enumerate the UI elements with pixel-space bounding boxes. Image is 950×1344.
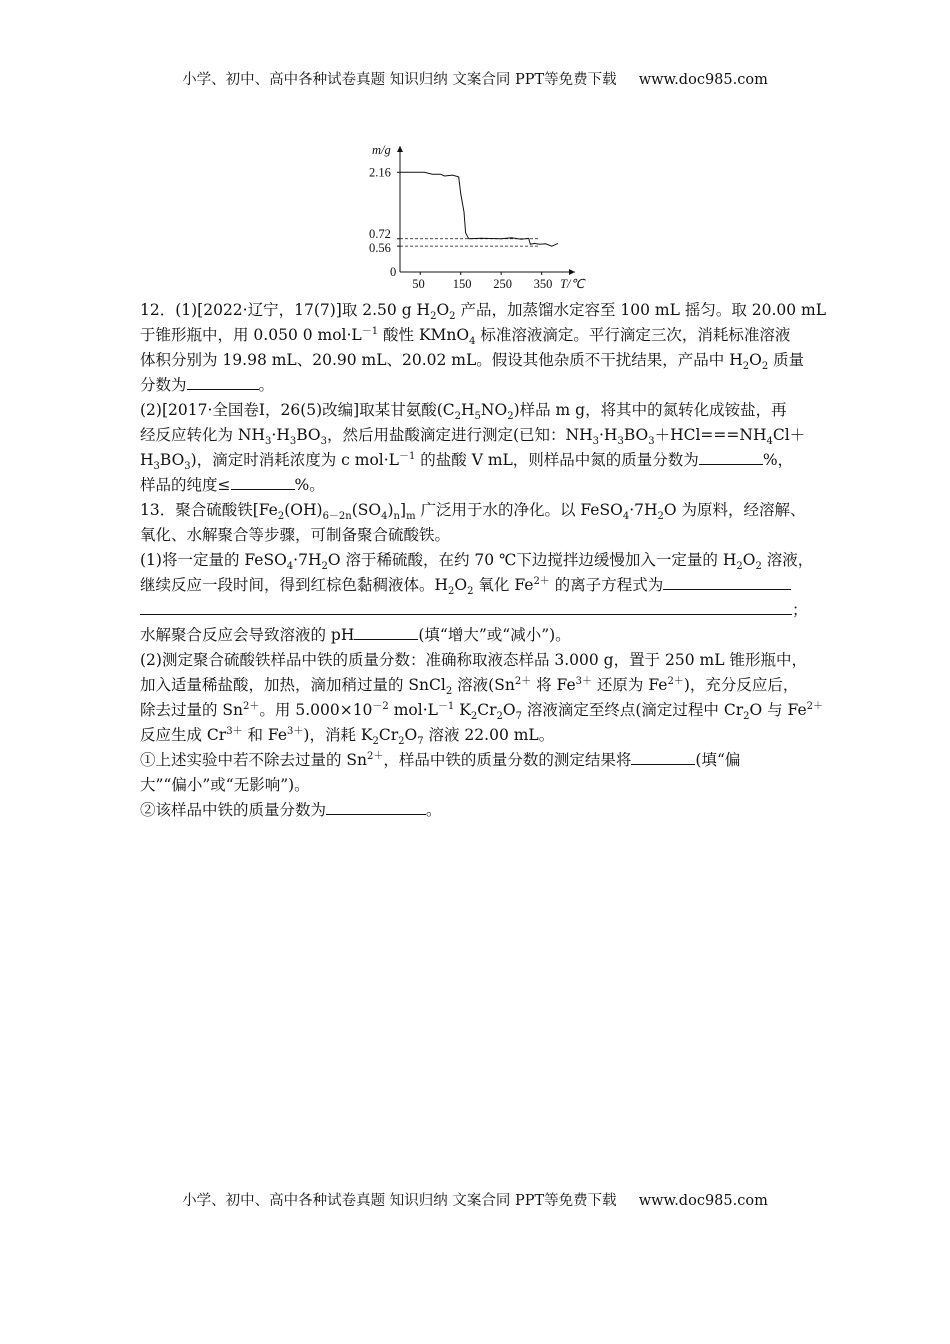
footer-site-link[interactable]: www.doc985.com: [638, 1193, 768, 1209]
answer-blank-q13-1a[interactable]: [663, 574, 791, 590]
q13-p1-line3: ；: [140, 598, 820, 623]
q13-p1-line1: (1)将一定量的 $FeSO_4\cdot 7H_2O$ 溶于稀硫酸，在约 70 ℃下边搅拌边缓慢加入一定量的 $H_2O_2$ 溶液，: [140, 551, 814, 573]
q13-p2-line2: 加入适量稀盐酸，加热，滴加稍过量的 SnCl$_2$ 溶液($Sn^{2+}$ 将 $Fe^{3+}$ 还原为 $Fe^{2+}$)，充分反应后，: [140, 675, 799, 698]
y-axis-label: m/g: [372, 143, 391, 157]
q12-p1-line1: 12．(1)[2022·辽宁，17(7)]取 2.50 g $H_2O_2$ 产品，加蒸馏水定容至 100 mL 摇匀。取 20.00 mL: [140, 301, 827, 323]
q13-p2-line4: 反应生成 $Cr^{3+}$ 和 $Fe^{3+}$)，消耗 $K_2Cr_2O_7$ 溶液 22.00 mL。: [140, 725, 555, 748]
series-line-mass: [400, 172, 558, 246]
q12-p1-line4: 分数为 。: [140, 376, 275, 394]
answer-blank-q13-1c[interactable]: [354, 624, 418, 640]
y-tick-label-2: 0.56: [369, 241, 391, 256]
answer-blank-q12-1[interactable]: [187, 374, 259, 390]
x-axis-label: T/℃: [560, 277, 585, 291]
q13-p1-line2: 继续反应一段时间，得到红棕色黏稠液体。$H_2O_2$ 氧化 $Fe^{2+}$ 的离子方程式为: [140, 573, 820, 598]
q12-p2-line1: (2)[2017·全国卷Ⅰ，26(5)改编]取某甘氨酸$(C_2H_5NO_2)$样品 m g，将其中的氮转化成铵盐，再: [140, 401, 787, 423]
q13-p1-line4: 水解聚合反应会导致溶液的 pH (填“增大”或“减小”)。: [140, 626, 571, 644]
q12-p1-line2: 于锥形瓶中，用 0.050 0 $mol\cdot L^{-1}$ 酸性 KMnO$_4$ 标准溶液滴定。平行滴定三次，消耗标准溶液: [140, 325, 791, 348]
x-tick-label-0: 50: [412, 277, 425, 291]
x-axis-arrow: [569, 269, 575, 275]
q12-p2-line2: 经反应转化为 $NH_3\cdot H_3BO_3$，然后用盐酸滴定进行测定(已知：$NH_3\cdot H_3BO_3+HCl===NH_4Cl+$: [140, 426, 806, 448]
tga-chart-svg: [360, 138, 600, 292]
page-header: [0, 68, 950, 89]
q12-p1-line3: 体积分别为 19.98 mL、20.90 mL、20.02 mL。假设其他杂质不干扰结果，产品中 $H_2O_2$ 质量: [140, 351, 805, 373]
q13-p2-line3: 除去过量的 $Sn^{2+}$。用 $5.000\times 10^{-2}$ $mol\cdot L^{-1}$ $K_2Cr_2O_7$ 溶液滴定至终点(滴定过程中 $Cr_2O$ 与 $Fe^{2+}$: [140, 700, 824, 723]
y-tick-label-1: 0.72: [369, 226, 391, 241]
answer-blank-q13-2a[interactable]: [631, 749, 695, 765]
answer-blank-q13-1b[interactable]: [140, 599, 792, 615]
y-tick-label-0: 2.16: [369, 165, 391, 180]
footer-text: 小学、初中、高中各种试卷真题 知识归纳 文案合同 PPT等免费下载: [182, 1193, 617, 1209]
x-tick-label-2: 250: [493, 277, 512, 291]
tga-graph: [360, 138, 600, 292]
q13-intro-line2: 氧化、水解聚合等步骤，可制备聚合硫酸铁。: [140, 526, 451, 544]
q12-p2-line3: $H_3BO_3$)，滴定时消耗浓度为 c $mol\cdot L^{-1}$ 的盐酸 V mL，则样品中氮的质量分数为 %，: [140, 450, 794, 473]
origin-label: 0: [390, 265, 397, 279]
q13-intro-line1: 13．聚合硫酸铁$[Fe_2(OH)_{6-2n}(SO_4)_n]_m$ 广泛用于水的净化。以 $FeSO_4\cdot 7H_2O$ 为原料，经溶解、: [140, 501, 806, 523]
x-tick-label-3: 350: [533, 277, 553, 291]
q13-s1-line1: ①上述实验中若不除去过量的 $Sn^{2+}$，样品中铁的质量分数的测定结果将 (填“偏: [140, 750, 741, 769]
header-text: 小学、初中、高中各种试卷真题 知识归纳 文案合同 PPT等免费下载: [182, 72, 617, 88]
q12-p2-line4: 样品的纯度≤ %。: [140, 476, 325, 494]
q13-s1-line2: 大”“偏小”或“无影响”)。: [140, 776, 310, 794]
answer-blank-q12-2b[interactable]: [231, 474, 295, 490]
x-tick-label-1: 150: [452, 277, 472, 291]
q13-s2-line: ②该样品中铁的质量分数为 。: [140, 801, 442, 819]
answer-blank-q13-2b[interactable]: [326, 799, 426, 815]
q13-p2-line1: (2)测定聚合硫酸铁样品中铁的质量分数：准确称取液态样品 3.000 g，置于 250 mL 锥形瓶中，: [140, 651, 807, 669]
answer-blank-q12-2a[interactable]: [699, 449, 763, 465]
page-footer: [0, 1189, 950, 1210]
y-axis-arrow: [397, 146, 403, 152]
question-content: [140, 298, 827, 823]
header-site-link[interactable]: www.doc985.com: [638, 72, 768, 88]
